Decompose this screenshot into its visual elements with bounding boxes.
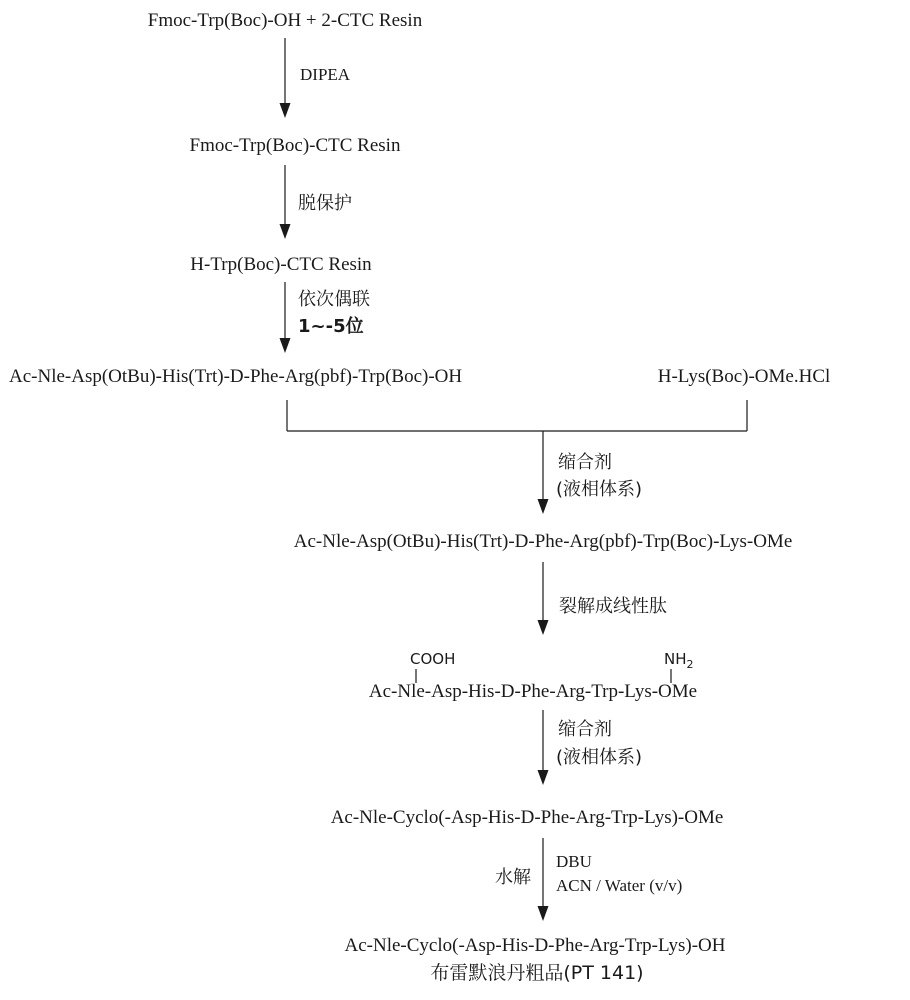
compound-linear-peptide: Ac-Nle-Asp-His-D-Phe-Arg-Trp-Lys-OMe (368, 681, 698, 702)
condition-liquid-phase: (液相体系) (556, 479, 643, 500)
label-nh2: $NH_2$ (664, 650, 694, 671)
condition-dipea: DIPEA (300, 65, 351, 84)
compound-cyclic-peptide-ome: Ac-Nle-Cyclo(-Asp-His-D-Phe-Arg-Trp-Lys)-OMe (330, 807, 724, 828)
arrow-2 (280, 165, 291, 239)
arrow-1 (280, 38, 291, 118)
arrow-5 (538, 562, 549, 635)
compound-protected-heptapeptide: Ac-Nle-Asp(OtBu)-His(Trt)-D-Phe-Arg(pbf)-Trp(Boc)-Lys-OMe (293, 531, 793, 552)
condition-condensing-agent: 缩合剂 (558, 452, 612, 473)
condition-sequential-coupling: 依次偶联 (298, 289, 370, 310)
condition-liquid-phase-2: (液相体系) (556, 747, 643, 768)
arrow-4 (538, 431, 549, 514)
combine-bracket (287, 400, 747, 431)
arrow-6 (538, 710, 549, 785)
compound-fmoc-trp-boc-oh: Fmoc-Trp(Boc)-OH + 2-CTC Resin (147, 10, 423, 31)
compound-protected-hexapeptide: Ac-Nle-Asp(OtBu)-His(Trt)-D-Phe-Arg(pbf)-Trp(Boc)-OH (9, 366, 463, 387)
condition-positions: 1~-5位 (298, 316, 364, 337)
condition-hydrolysis: 水解 (495, 867, 531, 888)
condition-condensing-agent-2: 缩合剂 (558, 719, 612, 740)
compound-cyclic-peptide-oh: Ac-Nle-Cyclo(-Asp-His-D-Phe-Arg-Trp-Lys)-OH (344, 935, 726, 956)
condition-deprotection: 脱保护 (298, 193, 352, 214)
condition-cleavage-linear-peptide: 裂解成线性肽 (559, 596, 667, 617)
arrow-3 (280, 282, 291, 353)
compound-fmoc-trp-boc-ctc-resin: Fmoc-Trp(Boc)-CTC Resin (189, 135, 401, 156)
arrow-7 (538, 838, 549, 921)
compound-h-trp-boc-ctc-resin: H-Trp(Boc)-CTC Resin (190, 254, 372, 275)
label-cooh: COOH (410, 650, 456, 668)
condition-dbu: DBU (556, 852, 592, 871)
condition-acn-water: ACN / Water (v/v) (556, 876, 683, 895)
compound-h-lys-boc-ome-hcl: H-Lys(Boc)-OMe.HCl (657, 366, 831, 387)
product-name: 布雷默浪丹粗品(PT 141) (430, 962, 644, 984)
